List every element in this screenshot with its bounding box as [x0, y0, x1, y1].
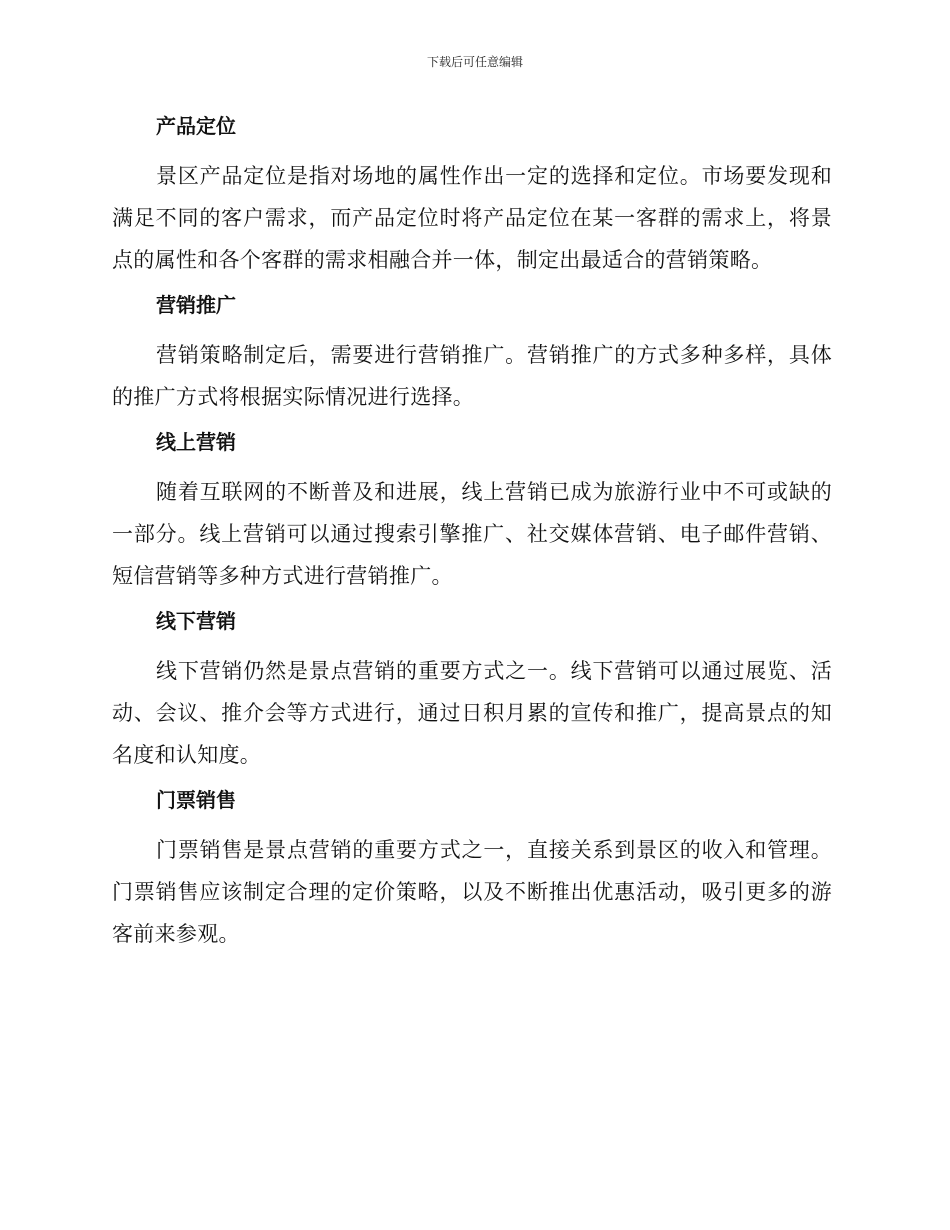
section-paragraph: 线下营销仍然是景点营销的重要方式之一。线下营销可以通过展览、活动、会议、推介会等方式进行，通过日积月累的宣传和推广，提高景点的知名度和认知度。 [112, 659, 832, 767]
section-online-marketing [112, 424, 832, 597]
section-marketing-promotion [112, 287, 832, 418]
section-product-positioning [112, 108, 832, 281]
section-title: 门票销售 [156, 788, 236, 812]
section-title: 产品定位 [156, 114, 236, 138]
section-title: 营销推广 [156, 293, 236, 317]
document-content [112, 108, 832, 961]
section-title: 线下营销 [156, 609, 236, 633]
section-paragraph: 营销策略制定后，需要进行营销推广。营销推广的方式多种多样，具体的推广方式将根据实际情况进行选择。 [112, 343, 832, 409]
section-offline-marketing [112, 603, 832, 776]
section-paragraph: 随着互联网的不断普及和进展，线上营销已成为旅游行业中不可或缺的一部分。线上营销可以通过搜索引擎推广、社交媒体营销、电子邮件营销、短信营销等多种方式进行营销推广。 [112, 480, 832, 588]
section-paragraph: 门票销售是景点营销的重要方式之一，直接关系到景区的收入和管理。门票销售应该制定合理的定价策略，以及不断推出优惠活动，吸引更多的游客前来参观。 [112, 838, 832, 946]
section-paragraph: 景区产品定位是指对场地的属性作出一定的选择和定位。市场要发现和满足不同的客户需求，而产品定位时将产品定位在某一客群的需求上，将景点的属性和各个客群的需求相融合并一体，制定出最适合的营销策略。 [112, 164, 832, 272]
section-ticket-sales [112, 782, 832, 955]
page-header: 下载后可任意编辑 [426, 55, 523, 69]
section-title: 线上营销 [156, 430, 236, 454]
